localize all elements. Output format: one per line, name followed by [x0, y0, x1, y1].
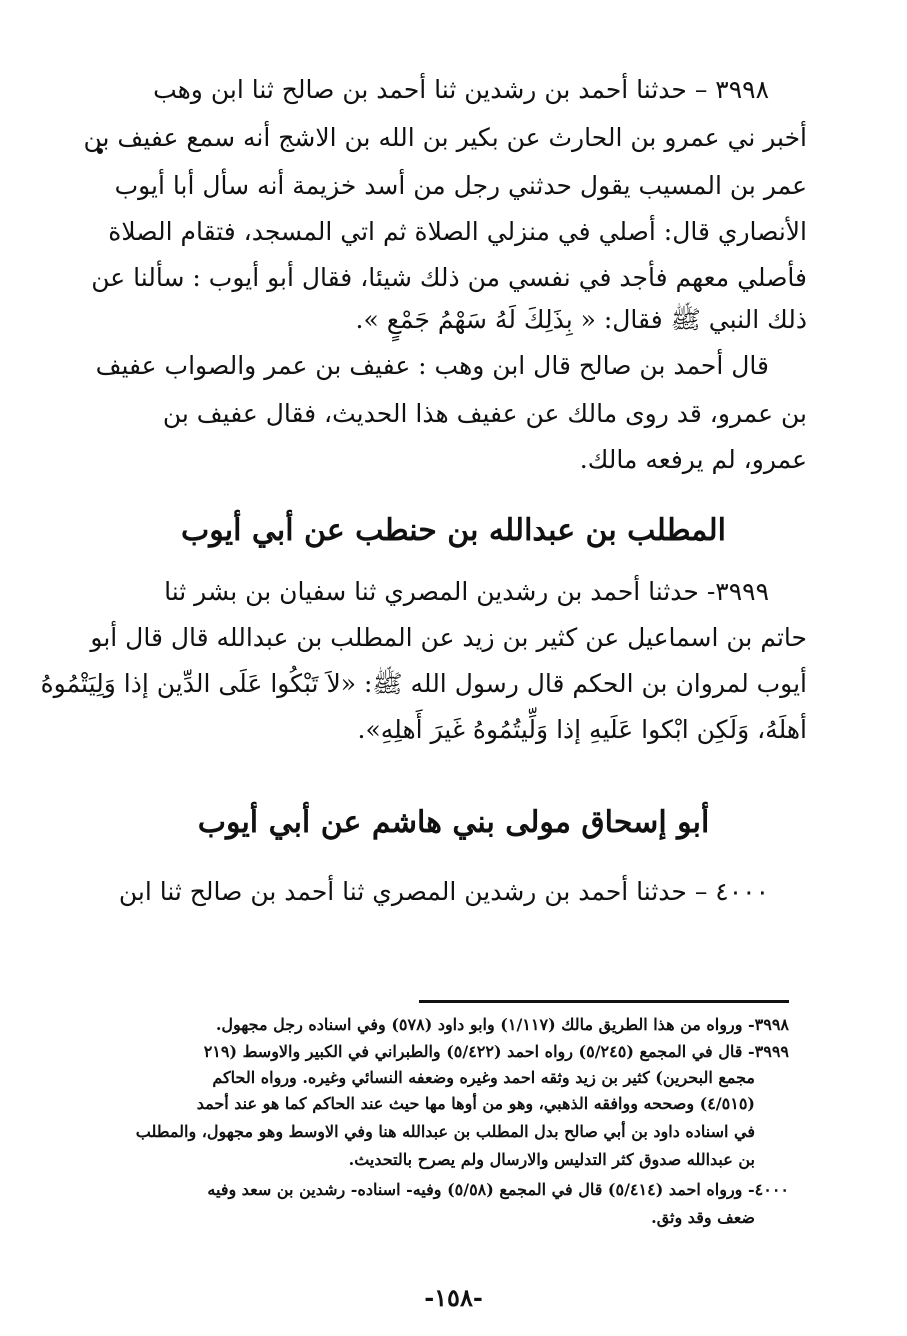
footnote-separator	[419, 1000, 789, 1003]
hadith-3998-line-2: أخبر ني عمرو بن الحارث عن بكير بن الله بن الاشج أنه سمع عفيف بن	[83, 123, 807, 152]
hadith-3999-line-2: حاتم بن اسماعيل عن كثير بن زيد عن المطلب بن عبدالله قال قال أبو	[90, 623, 807, 652]
hadith-3998-line-5: فأصلي معهم فأجد في نفسي من ذلك شيئا، فقال أبو أيوب : سألنا عن	[91, 263, 807, 292]
footnote-3999-cont-1: مجمع البحرين) كثير بن زيد وثقه احمد وغيره وضعفه النسائي وغيره. ورواه الحاكم	[212, 1068, 755, 1087]
page-number: -١٥٨-	[424, 1283, 483, 1312]
footnote-3999: ٣٩٩٩- قال في المجمع (٥/٢٤٥) رواه احمد (٥/٤٢٢) والطبراني في الكبير والاوسط (٢١٩	[203, 1042, 789, 1061]
hadith-3999-line-4: أهلَهُ، وَلَكِن ابْكوا عَلَيهِ إذا وَلِّيتُمُوهُ غَيرَ أَهلِهِ».	[357, 715, 807, 744]
footnote-3999-cont-2: (٤/٥١٥) وصححه ووافقه الذهبي، وهو من أوها مها حيث عند الحاكم كما هو عند أحمد	[196, 1094, 755, 1113]
hadith-3998-line-3: عمر بن المسيب يقول حدثني رجل من أسد خزيمة أنه سأل أبا أيوب	[114, 171, 807, 200]
hadith-3998-line-8: بن عمرو، قد روى مالك عن عفيف هذا الحديث، فقال عفيف بن	[162, 399, 807, 428]
hadith-3999-line-3: أيوب لمروان بن الحكم قال رسول الله ﷺ: «لاَ تَبْكُوا عَلَى الدِّين إذا وَلِيَتْمُوهُ	[40, 669, 807, 698]
footnote-3999-cont-3: في اسناده داود بن أبي صالح بدل المطلب بن عبدالله هنا وفي الاوسط وهو مجهول، والمطلب	[135, 1122, 755, 1141]
footnote-4000-cont-1: ضعف وقد وثق.	[651, 1208, 755, 1227]
hadith-3998-line-4: الأنصاري قال: أصلي في منزلي الصلاة ثم اتي المسجد، فتقام الصلاة	[108, 217, 807, 246]
footnote-3998: ٣٩٩٨- ورواه من هذا الطريق مالك (١/١١٧) وابو داود (٥٧٨) وفي اسناده رجل مجهول.	[215, 1015, 789, 1034]
hadith-3998-line-1: ٣٩٩٨ – حدثنا أحمد بن رشدين ثنا أحمد بن صالح ثنا ابن وهب	[153, 75, 769, 104]
section-heading-2: أبو إسحاق مولى بني هاشم عن أبي أيوب	[197, 805, 710, 840]
hadith-3998-line-6: ذلك النبي ﷺ فقال: « بِذَلِكَ لَهُ سَهْمُ جَمْعٍ ».	[355, 305, 807, 334]
hadith-3998-line-7: قال أحمد بن صالح قال ابن وهب : عفيف بن عمر والصواب عفيف	[95, 351, 769, 380]
hadith-3998-line-9: عمرو، لم يرفعه مالك.	[579, 445, 807, 474]
hadith-4000-line-1: ٤٠٠٠ – حدثنا أحمد بن رشدين المصري ثنا أحمد بن صالح ثنا ابن	[118, 877, 769, 906]
footnote-3999-cont-4: بن عبدالله صدوق كثر التدليس والارسال ولم يصرح بالتحديث.	[348, 1150, 755, 1169]
hadith-3999-line-1: ٣٩٩٩- حدثنا أحمد بن رشدين المصري ثنا سفيان بن بشر ثنا	[164, 577, 769, 606]
section-heading-1: المطلب بن عبدالله بن حنطب عن أبي أيوب	[180, 513, 726, 548]
footnote-4000: ٤٠٠٠- ورواه احمد (٥/٤١٤) قال في المجمع (٥/٥٨) وفيه- اسناده- رشدين بن سعد وفيه	[207, 1180, 789, 1199]
